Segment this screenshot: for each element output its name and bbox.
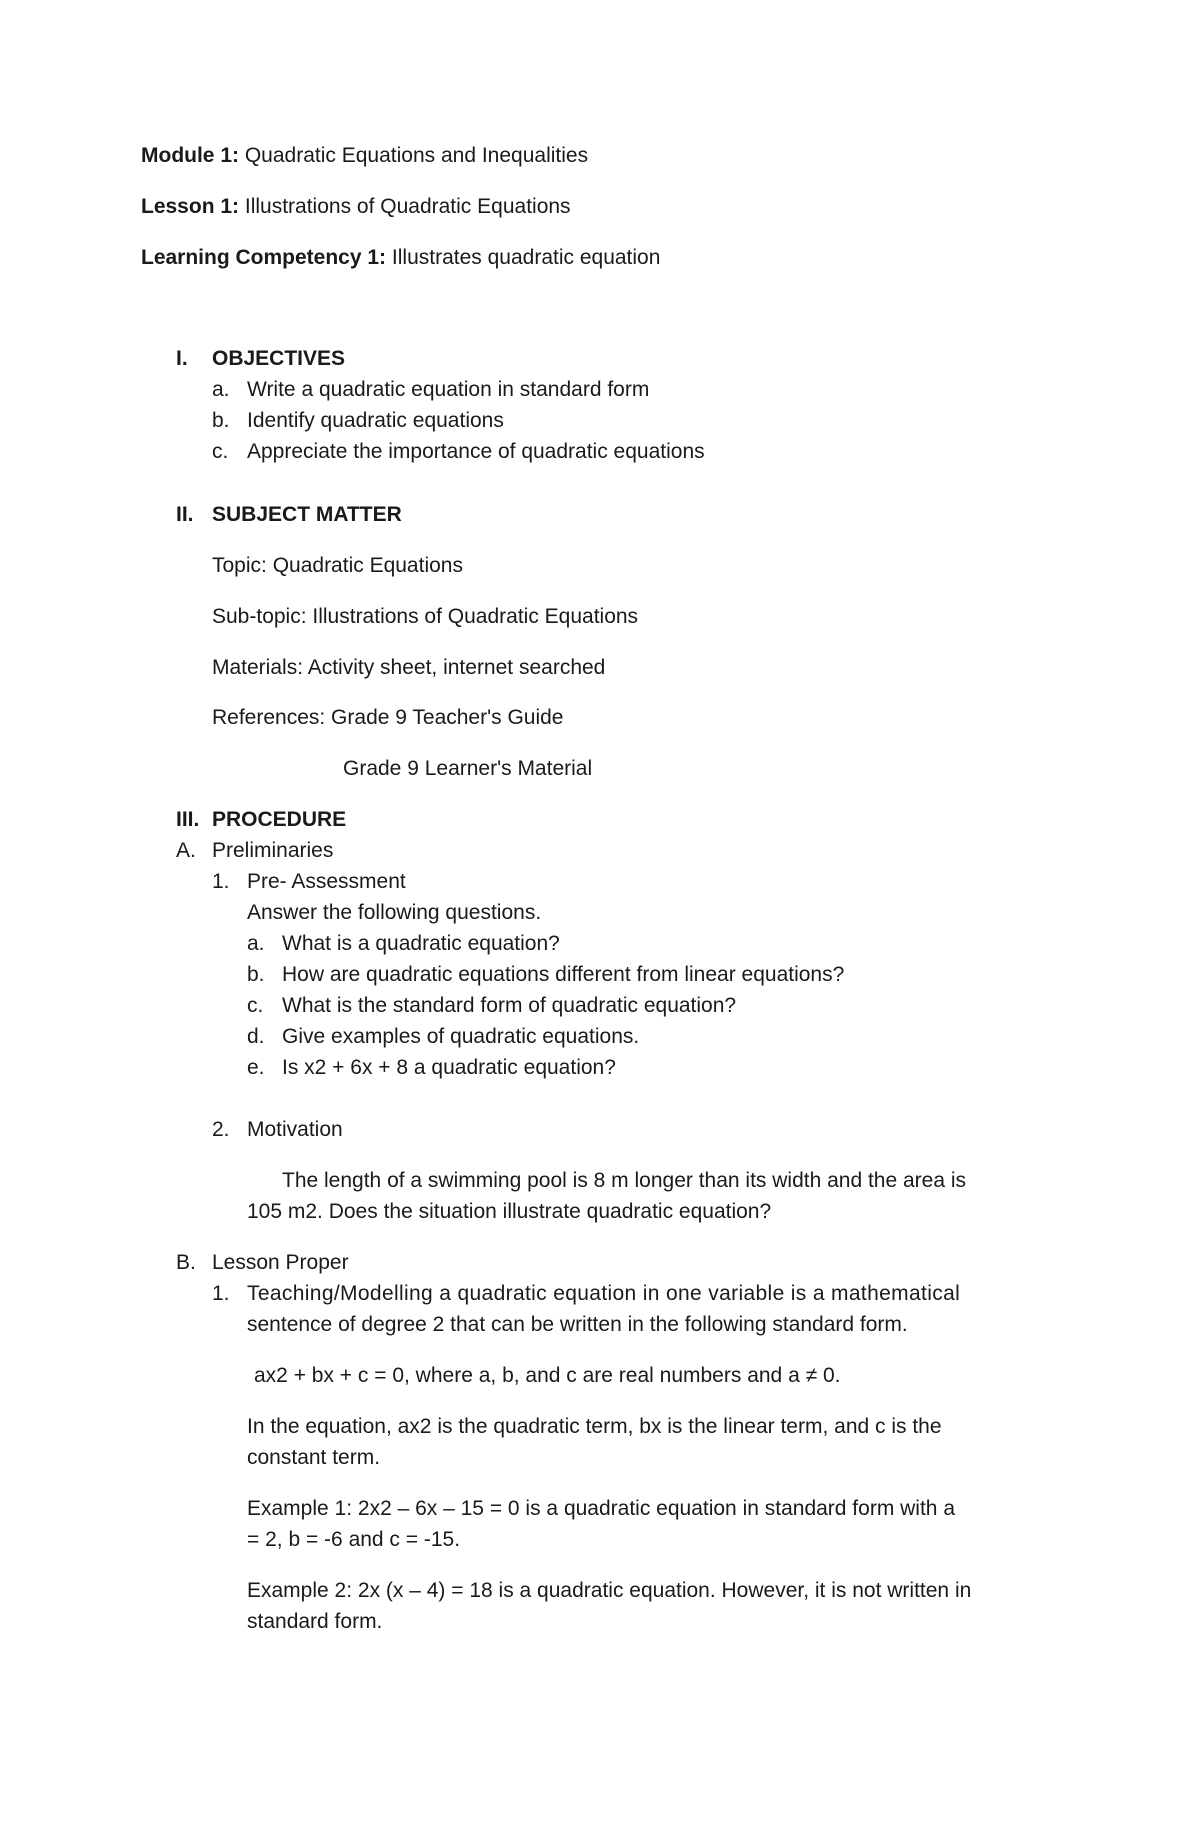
section-title-objectives: OBJECTIVES	[212, 347, 346, 370]
question-marker: b.	[247, 963, 265, 986]
section-number-procedure: III.	[176, 808, 200, 831]
section-number-objectives: I.	[176, 347, 188, 370]
objective-item: Identify quadratic equations	[247, 409, 504, 432]
terms-text-line-1: In the equation, ax2 is the quadratic term, bx is the linear term, and c is the	[247, 1415, 942, 1438]
competency-value: Illustrates quadratic equation	[391, 246, 661, 269]
example-2-line-1: Example 2: 2x (x – 4) = 18 is a quadratic equation. However, it is not written in	[247, 1579, 972, 1602]
subtopic-line: Sub-topic: Illustrations of Quadratic Equations	[212, 605, 639, 628]
part-b-marker: B.	[176, 1251, 196, 1274]
question-item: Is x2 + 6x + 8 a quadratic equation?	[282, 1056, 616, 1079]
references-line-2: Grade 9 Learner's Material	[343, 757, 593, 780]
example-1-line-2: = 2, b = -6 and c = -15.	[247, 1528, 461, 1551]
step-1-title: Pre- Assessment	[247, 870, 406, 893]
section-title-subject-matter: SUBJECT MATTER	[212, 503, 402, 526]
module-value: Quadratic Equations and Inequalities	[244, 144, 589, 167]
question-item: Give examples of quadratic equations.	[282, 1025, 640, 1048]
references-line: References: Grade 9 Teacher's Guide	[212, 706, 564, 729]
objective-marker: b.	[212, 409, 230, 432]
question-item: What is a quadratic equation?	[282, 932, 560, 955]
teaching-text-line-2: sentence of degree 2 that can be written in the following standard form.	[247, 1313, 908, 1336]
question-item: What is the standard form of quadratic equation?	[282, 994, 737, 1017]
objective-item: Appreciate the importance of quadratic equations	[247, 440, 705, 463]
lesson-value: Illustrations of Quadratic Equations	[244, 195, 571, 218]
part-a-title: Preliminaries	[212, 839, 334, 862]
competency-label: Learning Competency 1:	[141, 246, 387, 269]
example-1-line-1: Example 1: 2x2 – 6x – 15 = 0 is a quadratic equation in standard form with a	[247, 1497, 956, 1520]
materials-line: Materials: Activity sheet, internet searched	[212, 656, 606, 679]
question-marker: e.	[247, 1056, 265, 1079]
step-2-marker: 2.	[212, 1118, 230, 1141]
question-marker: d.	[247, 1025, 265, 1048]
terms-text-line-2: constant term.	[247, 1446, 381, 1469]
section-number-subject-matter: II.	[176, 503, 194, 526]
pre-assessment-intro: Answer the following questions.	[247, 901, 542, 924]
objective-marker: c.	[212, 440, 229, 463]
competency-line	[141, 242, 660, 273]
objective-item: Write a quadratic equation in standard form	[247, 378, 650, 401]
module-label: Module 1:	[141, 144, 239, 167]
step-1-marker: 1.	[212, 870, 230, 893]
lesson-label: Lesson 1:	[141, 195, 240, 218]
part-a-marker: A.	[176, 839, 196, 862]
question-marker: c.	[247, 994, 264, 1017]
part-b-title: Lesson Proper	[212, 1251, 349, 1274]
topic-line: Topic: Quadratic Equations	[212, 554, 463, 577]
step-2-title: Motivation	[247, 1118, 343, 1141]
module-line	[141, 140, 588, 171]
example-2-line-2: standard form.	[247, 1610, 383, 1633]
question-marker: a.	[247, 932, 265, 955]
objective-marker: a.	[212, 378, 230, 401]
teaching-text-line-1: Teaching/Modelling a quadratic equation in one variable is a mathematical	[247, 1282, 961, 1305]
question-item: How are quadratic equations different from linear equations?	[282, 963, 845, 986]
standard-form-equation: ax2 + bx + c = 0, where a, b, and c are real numbers and a ≠ 0.	[254, 1364, 841, 1387]
motivation-text-line-1: The length of a swimming pool is 8 m longer than its width and the area is	[282, 1169, 967, 1192]
motivation-text-line-2: 105 m2. Does the situation illustrate quadratic equation?	[247, 1200, 772, 1223]
section-title-procedure: PROCEDURE	[212, 808, 347, 831]
lesson-step-1-marker: 1.	[212, 1282, 230, 1305]
lesson-line	[141, 191, 571, 222]
